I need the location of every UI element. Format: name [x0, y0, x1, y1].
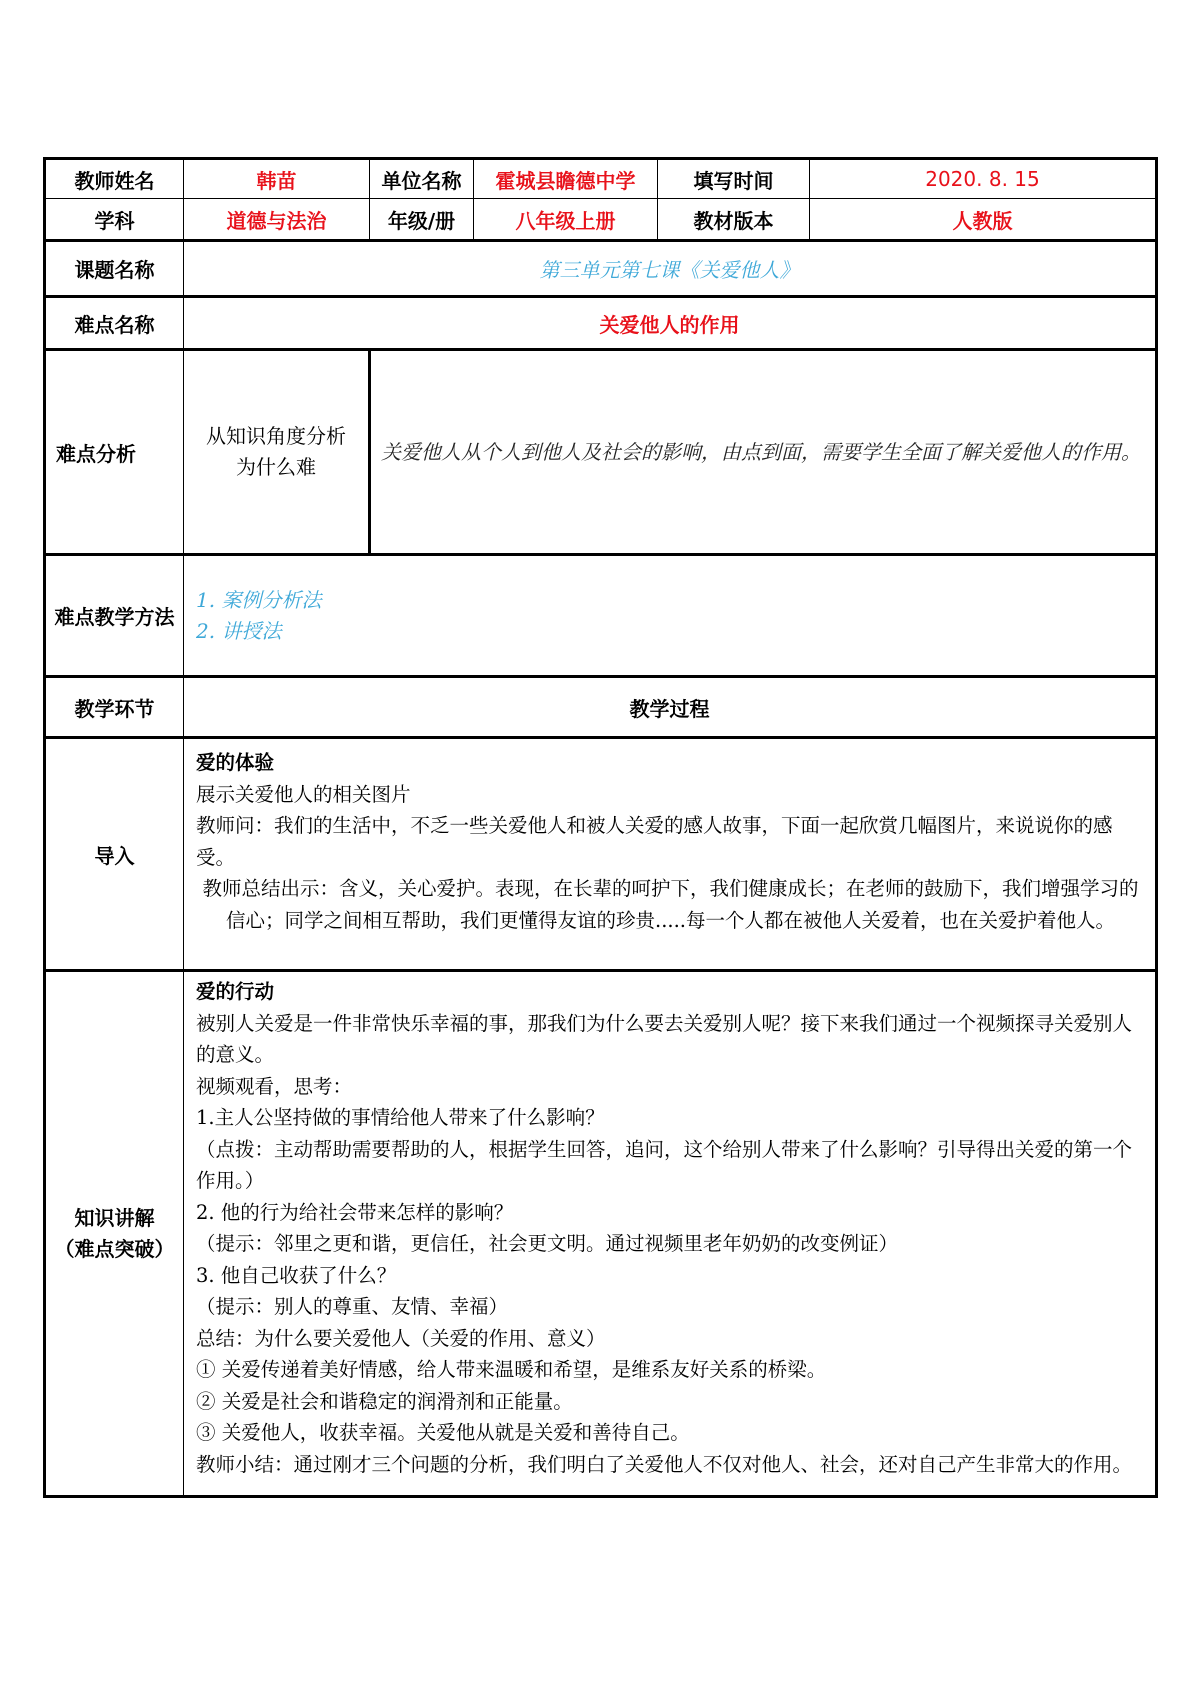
knowledge-title: 爱的行动: [196, 980, 275, 1003]
method-list: [184, 555, 1157, 677]
knowledge-label: [45, 971, 184, 1497]
knowledge-line: ② 关爱是社会和谐稳定的润滑剂和正能量。: [196, 1389, 573, 1413]
knowledge-line: ① 关爱传递着美好情感，给人带来温暖和希望，是维系友好关系的桥梁。: [196, 1358, 827, 1381]
teacher-label: 教师姓名: [45, 159, 184, 199]
knowledge-line: 视频观看，思考：: [196, 1074, 353, 1098]
analysis-row: [45, 350, 1157, 555]
intro-label: 导入: [45, 738, 184, 971]
knowledge-line: （点拨：主动帮助需要帮助的人，根据学生回答，追问，这个给别人带来了什么影响？引导得出关爱的第一个作用。）: [196, 1137, 1133, 1192]
process-header-row: [45, 677, 1157, 738]
analysis-sub-label: 从知识角度分析为什么难: [184, 350, 370, 555]
knowledge-line: （提示：邻里之更和谐，更信任，社会更文明。通过视频里老年奶奶的改变例证）: [196, 1232, 899, 1255]
intro-row: [45, 738, 1157, 971]
intro-line: 教师总结出示：含义，关心爱护。表现，在长辈的呵护下，我们健康成长；在老师的鼓励下，我们增强学习的信心；同学之间相互帮助，我们更懂得友谊的珍贵.....每一个人都在被他人关爱着，也在关爱护着他人。: [202, 877, 1139, 932]
knowledge-content: [184, 971, 1157, 1497]
method-item: 2. 讲授法: [196, 618, 282, 643]
edition-label: 教材版本: [658, 199, 810, 241]
topic-value: 第三单元第七课《关爱他人》: [184, 241, 1157, 297]
knowledge-line: 3. 他自己收获了什么？: [196, 1263, 397, 1287]
intro-line: 展示关爱他人的相关图片: [196, 782, 411, 806]
date-value: 2020. 8. 15: [810, 159, 1157, 199]
knowledge-label-line1: 知识讲解: [74, 1205, 155, 1230]
subject-value: 道德与法治: [184, 199, 370, 241]
knowledge-label-line2: （难点突破）: [54, 1236, 175, 1261]
topic-row: [45, 241, 1157, 297]
knowledge-line: 1.主人公坚持做的事情给他人带来了什么影响？: [196, 1106, 605, 1129]
unit-value: 霍城县瞻德中学: [474, 159, 658, 199]
method-row: [45, 555, 1157, 677]
intro-line: 教师问：我们的生活中，不乏一些关爱他人和被人关爱的感人故事，下面一起欣赏几幅图片，来说说你的感受。: [196, 814, 1113, 869]
knowledge-line: ③ 关爱他人，收获幸福。关爱他从就是关爱和善待自己。: [196, 1421, 690, 1444]
intro-title: 爱的体验: [196, 751, 275, 774]
difficulty-label: 难点名称: [45, 297, 184, 350]
unit-label: 单位名称: [370, 159, 474, 199]
grade-label: 年级/册: [370, 199, 474, 241]
lesson-plan-table: [43, 157, 1158, 1498]
topic-label: 课题名称: [45, 241, 184, 297]
difficulty-value: 关爱他人的作用: [184, 297, 1157, 350]
edition-value: 人教版: [810, 199, 1157, 241]
knowledge-line: 被别人关爱是一件非常快乐幸福的事，那我们为什么要去关爱别人呢？接下来我们通过一个视频探寻关爱别人的意义。: [196, 1011, 1133, 1066]
process-stage-label: 教学环节: [45, 677, 184, 738]
date-label: 填写时间: [658, 159, 810, 199]
knowledge-line: 总结：为什么要关爱他人（关爱的作用、意义）: [196, 1326, 606, 1350]
header-row-2: [45, 199, 1157, 241]
teacher-value: 韩苗: [184, 159, 370, 199]
difficulty-row: [45, 297, 1157, 350]
method-item: 1. 案例分析法: [196, 587, 322, 612]
knowledge-line: 2. 他的行为给社会带来怎样的影响？: [196, 1200, 514, 1224]
knowledge-row: [45, 971, 1157, 1497]
analysis-text: 关爱他人从个人到他人及社会的影响，由点到面，需要学生全面了解关爱他人的作用。: [370, 350, 1157, 555]
subject-label: 学科: [45, 199, 184, 241]
header-row-1: [45, 159, 1157, 199]
process-title: 教学过程: [184, 677, 1157, 738]
knowledge-line: 教师小结：通过刚才三个问题的分析，我们明白了关爱他人不仅对他人、社会，还对自己产生非常大的作用。: [196, 1452, 1133, 1476]
grade-value: 八年级上册: [474, 199, 658, 241]
analysis-label: 难点分析: [45, 350, 184, 555]
method-label: 难点教学方法: [45, 555, 184, 677]
intro-content: [184, 738, 1157, 971]
knowledge-line: （提示：别人的尊重、友情、幸福）: [196, 1295, 509, 1318]
lesson-plan-sheet: [43, 157, 1155, 1498]
